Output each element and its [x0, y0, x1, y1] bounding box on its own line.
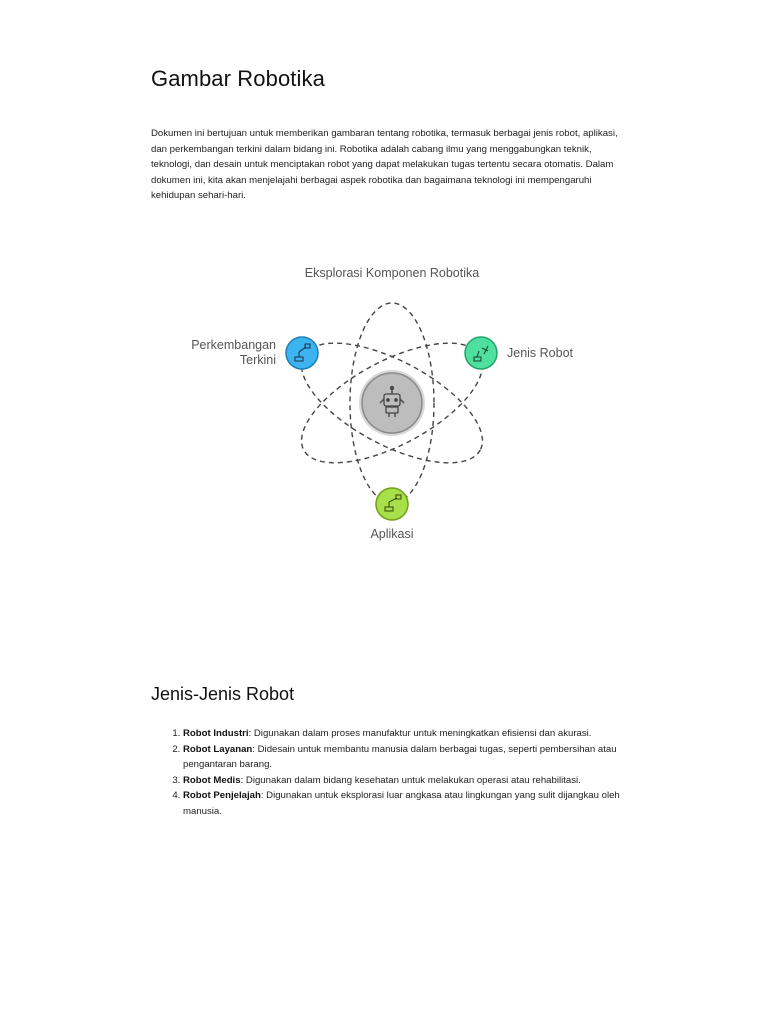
list-item: [183, 742, 653, 773]
robot-types-list: [151, 726, 653, 820]
section-title: Jenis-Jenis Robot: [151, 684, 295, 704]
list-item-term: Robot Penjelajah: [183, 790, 261, 802]
node-label-jenis-robot: Jenis Robot: [507, 346, 574, 360]
intro-paragraph: Dokumen ini bertujuan untuk memberikan gambaran tentang robotika, termasuk berbagai jenis robot, aplikasi, dan perkembangan terkini dalam bidang ini. Robotika adalah cabang ilmu yang menggabungkan teknik, teknologi, dan desain untuk menciptakan robot yang dapat melakukan tugas tertentu secara otomatis. Dalam dokumen ini, kita akan menjelajahi berbagai aspek robotika dan bagaimana teknologi ini mempengaruhi kehidupan sehari-hari.: [151, 128, 618, 202]
node-label-aplikasi: Aplikasi: [370, 527, 414, 541]
list-item-desc: : Digunakan dalam proses manufaktur untuk meningkatkan efisiensi dan akurasi.: [248, 728, 592, 739]
node-label-perkembangan-line2: Terkini: [239, 353, 276, 367]
node-aplikasi: [370, 488, 413, 541]
list-item-term: Robot Layanan: [183, 743, 253, 755]
list-item: [183, 726, 653, 742]
node-label-perkembangan-line1: Perkembangan: [191, 338, 276, 352]
diagram-title: Eksplorasi Komponen Robotika: [304, 266, 480, 280]
page-title: Gambar Robotika: [151, 66, 325, 91]
list-item: [183, 788, 653, 819]
list-item-desc: : Didesain untuk membantu manusia dalam berbagai tugas, seperti pembersihan atau pengantaran barang.: [183, 743, 617, 771]
node-jenis-robot: [465, 337, 574, 369]
list-item-term: Robot Industri: [183, 728, 249, 739]
list-item-term: Robot Medis: [183, 774, 241, 786]
list-item-desc: : Digunakan dalam bidang kesehatan untuk melakukan operasi atau rehabilitasi.: [240, 774, 581, 786]
list-item-desc: : Digunakan untuk eksplorasi luar angkasa atau lingkungan yang sulit dijangkau oleh manusia.: [183, 790, 620, 817]
robotics-diagram: [0, 258, 768, 558]
list-item: [183, 773, 653, 789]
node-perkembangan-terkini: [191, 337, 318, 369]
center-node: [359, 370, 425, 436]
